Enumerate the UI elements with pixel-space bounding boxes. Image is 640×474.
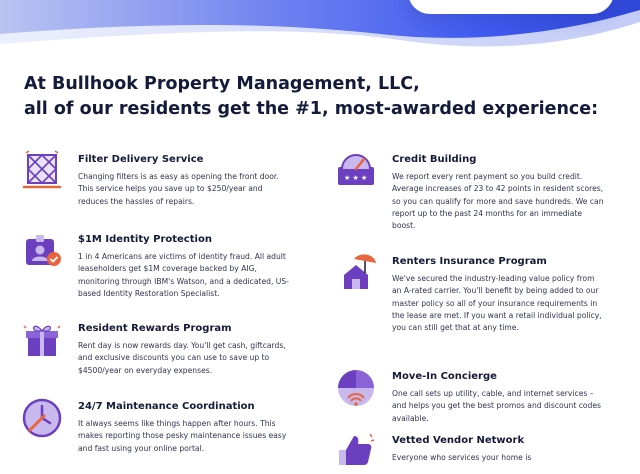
page-headline (24, 72, 598, 122)
feature-title: Renters Insurance Program (392, 256, 547, 267)
gift-icon (20, 318, 64, 362)
umbrella-house-icon (334, 251, 378, 295)
feature-title: Resident Rewards Program (78, 323, 232, 334)
feature-move-in-concierge (392, 370, 604, 425)
feature-title: Filter Delivery Service (78, 154, 204, 165)
filter-icon (20, 149, 64, 193)
feature-title: $1M Identity Protection (78, 234, 212, 245)
svg-text:★ ★ ★: ★ ★ ★ (344, 174, 368, 182)
feature-title: Move-In Concierge (392, 371, 497, 382)
feature-description: Everyone who services your home is (392, 453, 532, 462)
feature-description: 1 in 4 Americans are victims of identity fraud. All adult leaseholders get $1M coverage backed by AIG, monitoring through IBM's Watson, and a dedicated, US-based Identity Restoration Specialist. (78, 252, 289, 298)
feature-renters-insurance (392, 255, 604, 334)
feature-resident-rewards (78, 322, 290, 377)
clock-icon (20, 396, 64, 440)
identity-badge-icon (20, 229, 64, 273)
feature-description: Rent day is now rewards day. You'll get cash, giftcards, and exclusive discounts you can use to save up to $4500/year on everyday expenses. (78, 341, 286, 375)
headline-line-1: At Bullhook Property Management, LLC, (24, 74, 420, 94)
thumbs-up-icon (334, 430, 378, 474)
hero-card-edge (408, 0, 614, 14)
feature-identity-protection (78, 233, 290, 300)
feature-description: One call sets up utility, cable, and internet services – and helps you get the best promos and discount codes available. (392, 389, 601, 423)
feature-credit-building (344, 153, 604, 232)
feature-filter-delivery (78, 153, 290, 208)
utilities-icon (334, 366, 378, 410)
feature-description: Changing filters is as easy as opening the front door. This service helps you save up to $250/year and reduces the hassles of repairs. (78, 172, 279, 206)
credit-meter-icon (334, 149, 378, 193)
feature-description: We've secured the industry-leading value policy from an A-rated carrier. You'll benefit by being added to our master policy so all of your insurance requirements in the lease are met. If you want a retail individual policy, you can still get that at any time. (392, 274, 602, 333)
feature-maintenance (78, 400, 290, 455)
feature-title: 24/7 Maintenance Coordination (78, 401, 255, 412)
feature-description: We report every rent payment so you build credit. Average increases of 23 to 42 points in resident scores, so you can qualify for more and save hundreds. We can report up to the past 24 months for an immediate boost. (392, 172, 604, 231)
feature-title: Credit Building (392, 154, 477, 165)
feature-description: It always seems like things happen after hours. This makes reporting those pesky maintenance issues easy and fast using your online portal. (78, 419, 287, 453)
headline-line-2: all of our residents get the #1, most-awarded experience: (24, 99, 599, 119)
feature-title: Vetted Vendor Network (392, 435, 525, 446)
